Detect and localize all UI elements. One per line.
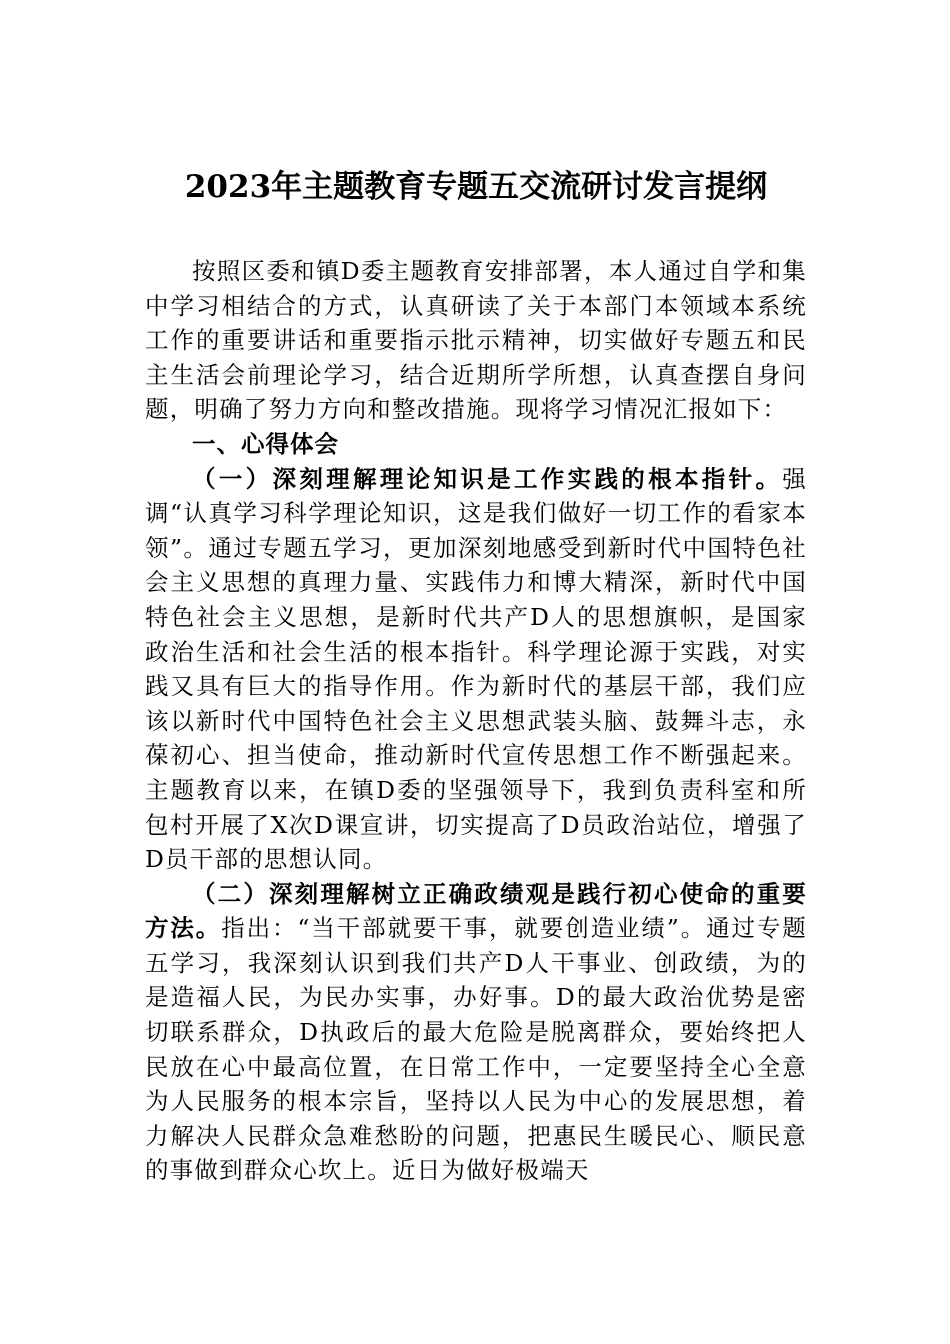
point-one-heading: （一）深刻理解理论知识是工作实践的根本指针。 <box>192 464 783 493</box>
section-heading: 一、心得体会 <box>192 429 339 458</box>
document-title: 2023年主题教育专题五交流研讨发言提纲 <box>184 169 768 205</box>
point-two-paragraph <box>145 877 807 1188</box>
document-page <box>145 158 807 1188</box>
point-two-body: 指出：“当干部就要干事，就要创造业绩”。通过专题五学习，我深刻认识到我们共产D人干事业、创政绩，为的是造福人民，为民办实事，办好事。D的最大政治优势是密切联系群众，D执政后的最大危险是脱离群众，要始终把人民放在心中最高位置，在日常工作中，一定要坚持全心全意为人民服务的根本宗旨，坚持以人民为中心的发展思想，着力解决人民群众急难愁盼的问题，把惠民生暖民心、顺民意的事做到群众心坎上。近日为做好极端天 <box>145 914 807 1185</box>
point-one-body: 强调“认真学习科学理论知识，这是我们做好一切工作的看家本领”。通过专题五学习，更加深刻地感受到新时代中国特色社会主义思想的真理力量、实践伟力和博大精深，新时代中国特色社会主义思想，是新时代共产D人的思想旗帜，是国家政治生活和社会生活的根本指针。科学理论源于实践，对实践又具有巨大的指导作用。作为新时代的基层干部，我们应该以新时代中国特色社会主义思想武装头脑、鼓舞斗志，永葆初心、担当使命，推动新时代宣传思想工作不断强起来。主题教育以来，在镇D委的坚强领导下，我到负责科室和所包村开展了X次D课宣讲，切实提高了D员政治站位，增强了D员干部的思想认同。 <box>145 464 807 874</box>
intro-paragraph: 按照区委和镇D委主题教育安排部署，本人通过自学和集中学习相结合的方式，认真研读了关于本部门本领域本系统工作的重要讲话和重要指示批示精神，切实做好专题五和民主生活会前理论学习，结合近期所学所想，认真查摆自身问题，明确了努力方向和整改措施。现将学习情况汇报如下： <box>145 257 807 424</box>
point-two-heading: （二）深刻理解树立正确政绩观是践行初心使命的重要方法。 <box>145 879 807 943</box>
point-one-paragraph <box>145 462 807 877</box>
